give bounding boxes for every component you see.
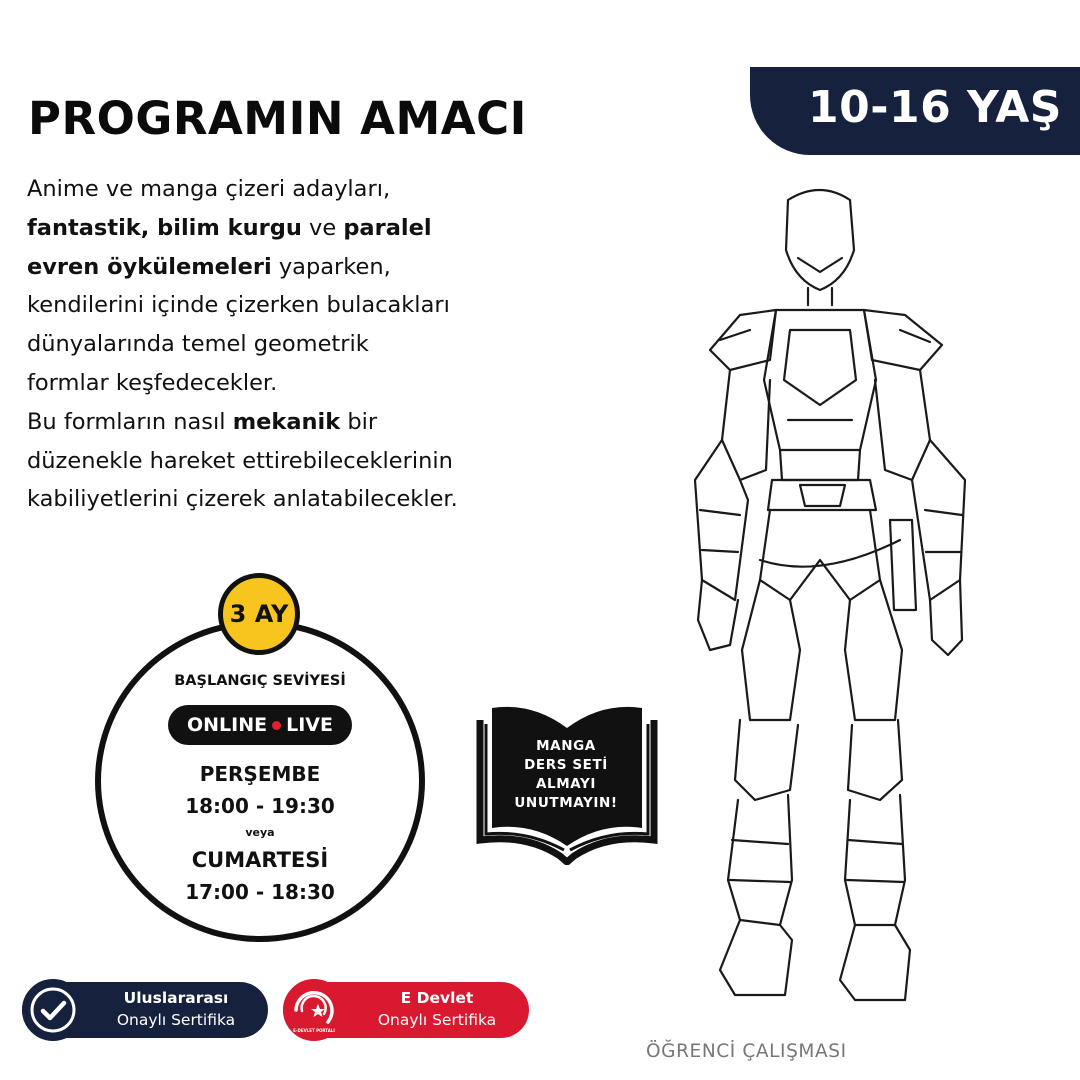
or-label: veya: [245, 826, 275, 839]
badge-title: Uluslararası: [123, 989, 229, 1007]
page-title: PROGRAMIN AMACI: [28, 92, 527, 145]
description-line: evren öykülemeleri yaparken,: [27, 253, 391, 280]
badge-subtitle: Onaylı Sertifika: [377, 1011, 497, 1029]
student-work-caption: ÖĞRENCİ ÇALIŞMASI: [646, 1041, 847, 1062]
live-label: LIVE: [286, 714, 333, 736]
international-certificate-badge: [22, 982, 268, 1038]
book-line: MANGA: [536, 738, 596, 754]
description-line: kendilerini içinde çizerken bulacakları: [27, 292, 450, 319]
description-line: Anime ve manga çizeri adayları,: [27, 176, 391, 202]
online-live-badge: [168, 705, 352, 745]
badge-subtitle: Onaylı Sertifika: [116, 1011, 236, 1029]
description-line: fantastik, bilim kurgu ve paralel: [27, 214, 432, 241]
time-saturday: 17:00 - 18:30: [185, 880, 335, 904]
time-thursday: 18:00 - 19:30: [185, 794, 335, 818]
description-line: Bu formların nasıl mekanik bir: [27, 408, 378, 435]
check-icon: [30, 987, 76, 1033]
book-line: ALMAYI: [535, 776, 597, 792]
description-line: dünyalarında temel geometrik: [27, 331, 369, 358]
e-devlet-logo: [283, 979, 345, 1041]
level-label: BAŞLANGIÇ SEVİYESİ: [174, 673, 346, 689]
live-dot-icon: [272, 721, 281, 730]
day-saturday: CUMARTESİ: [191, 848, 329, 872]
badge-title: E Devlet: [400, 989, 474, 1007]
description-line: formlar keşfedecekler.: [27, 369, 278, 396]
check-badge: [22, 979, 84, 1041]
logo-text: E-DEVLET PORTALI: [293, 1028, 335, 1033]
e-devlet-logo-icon: [288, 984, 340, 1036]
book-line: UNUTMAYIN!: [514, 795, 618, 811]
description-line: kabiliyetlerini çizerek anlatabilecekler.: [27, 486, 458, 513]
robot-illustration: [680, 180, 1080, 1030]
online-label: ONLINE: [187, 714, 268, 736]
age-label: 10-16 YAŞ: [808, 82, 1062, 133]
e-devlet-certificate-badge: [283, 982, 529, 1038]
day-thursday: PERŞEMBE: [199, 762, 321, 786]
book-message: [490, 737, 642, 813]
program-description: [27, 170, 547, 519]
description-line: düzenekle hareket ettirebileceklerinin: [27, 447, 453, 474]
duration-badge: 3 AY: [218, 573, 300, 655]
book-line: DERS SETİ: [524, 757, 608, 773]
